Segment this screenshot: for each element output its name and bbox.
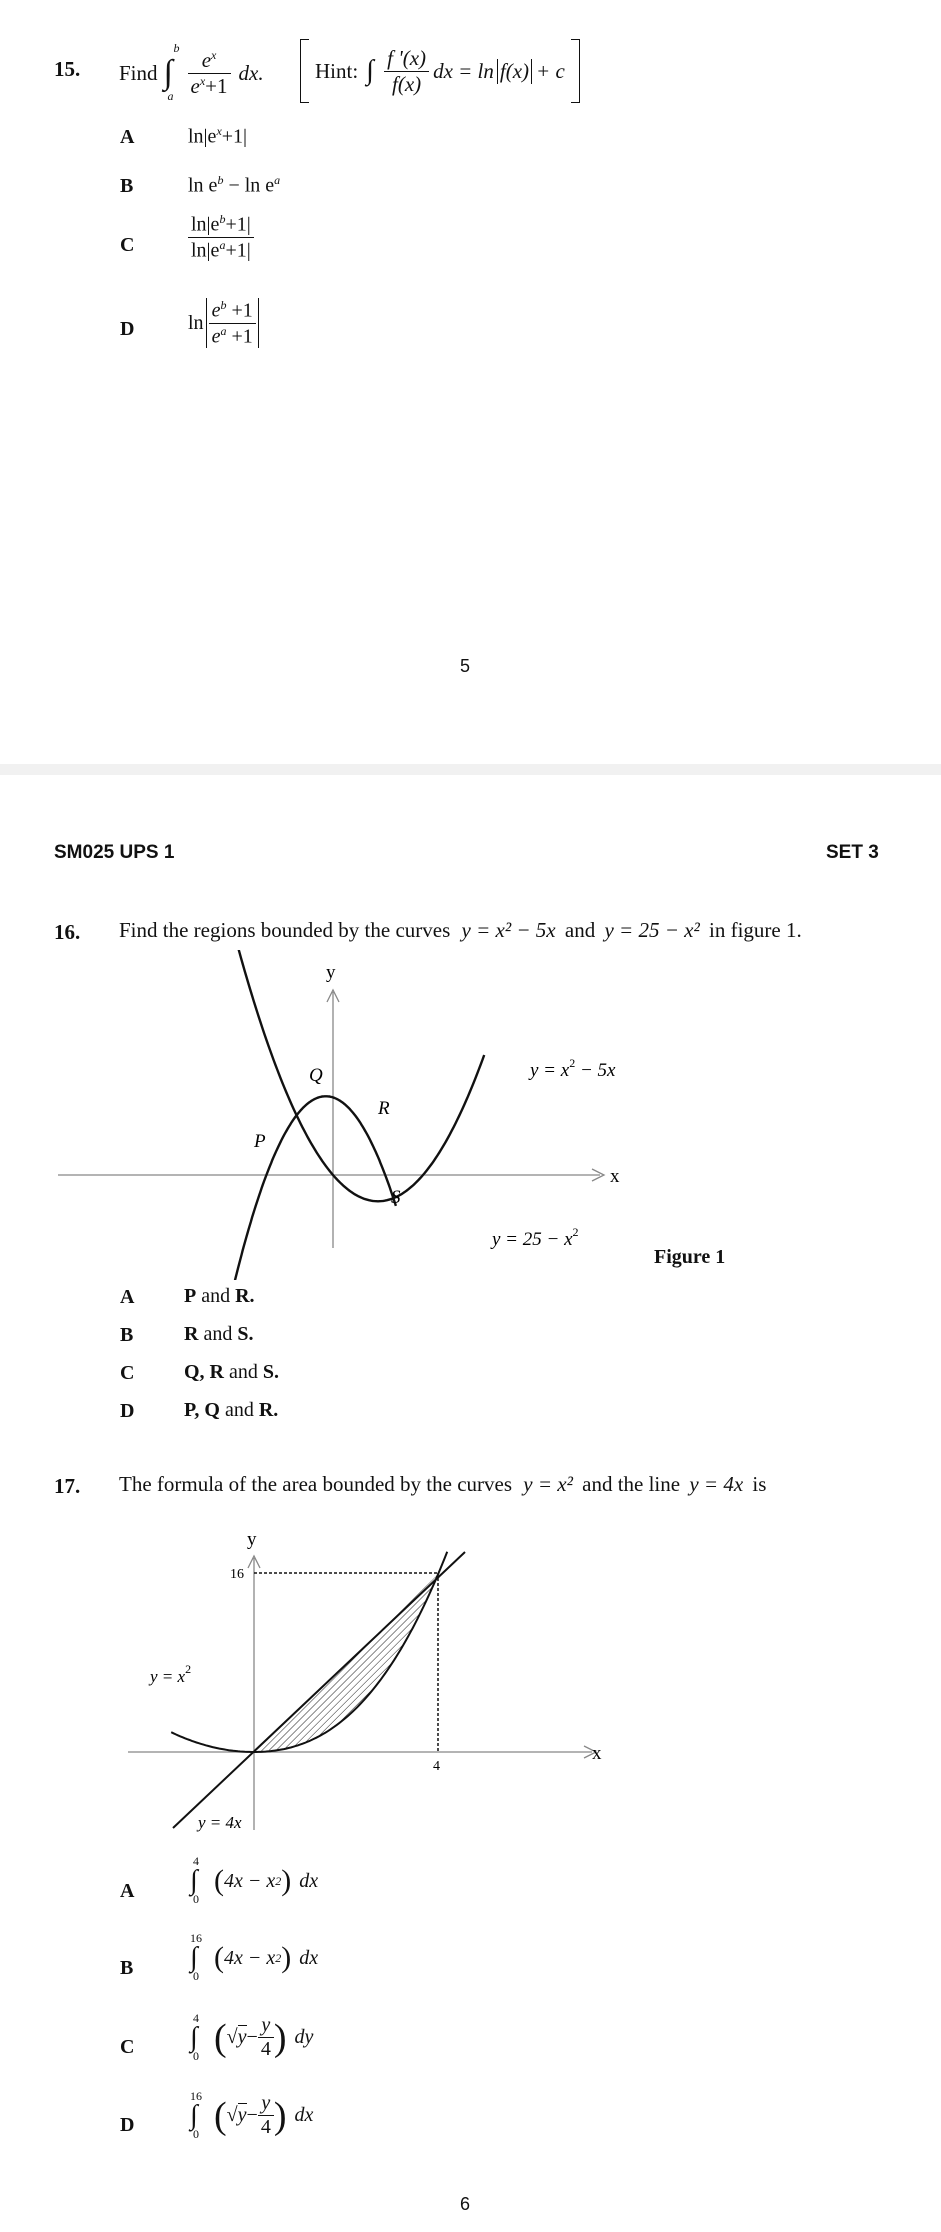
tick-16: 16 [230, 1567, 244, 1582]
q16-option-d[interactable]: P, Q and R. [184, 1399, 279, 1421]
q17-option-d-letter: D [120, 2114, 135, 2136]
hint-rhs-c: + c [536, 58, 565, 83]
integrand-fraction [188, 48, 231, 99]
q17-d-integral: ∫ 16 0 [190, 2088, 202, 2141]
question-number-15: 15. [54, 57, 81, 81]
q16-option-d-letter: D [120, 1400, 135, 1422]
figure-1 [0, 950, 941, 1280]
q16-option-c[interactable]: Q, R and S. [184, 1361, 280, 1383]
q17-text-b: and the line [582, 1472, 681, 1496]
q15-option-c-letter: C [120, 234, 135, 256]
q16-curve2: y = 25 − x² [604, 918, 700, 942]
question-15-stem [119, 40, 264, 106]
question-17-stem [119, 1472, 766, 1497]
hint-numerator: f '(x) [384, 46, 429, 72]
q15-option-b[interactable] [188, 173, 280, 198]
hint-integral-sign: ∫ [366, 55, 374, 86]
integrand-numerator-exp: x [211, 47, 217, 62]
curve-x2-minus-5x [229, 950, 485, 1201]
page-number-5: 5 [460, 656, 471, 676]
q16-option-c-letter: C [120, 1362, 135, 1384]
q15-option-b-letter: B [120, 175, 134, 197]
integrand-denominator: e [190, 73, 200, 98]
lower-limit: a [167, 89, 174, 103]
q17-a-integral: ∫ 4 0 [190, 1854, 199, 1906]
hint-bracket-left [300, 39, 309, 103]
q15-option-b-exp2: a [274, 173, 281, 187]
integrand-numerator: e [201, 47, 212, 72]
figure-2 [0, 1510, 941, 1840]
q15-option-a[interactable] [188, 124, 247, 149]
hint-rhs-a: dx = ln [433, 58, 494, 83]
page-gap [0, 764, 941, 775]
hint-fraction [384, 46, 429, 97]
q17-b-integral: ∫ 16 0 [190, 1931, 202, 1983]
q15-option-d-fraction [206, 298, 259, 348]
line-label: y = 4x [198, 1813, 242, 1832]
region-r-label: R [378, 1098, 390, 1119]
q15-option-c-num: ln|e [191, 213, 220, 236]
find-word: Find [119, 60, 158, 85]
q15-option-b-mid: − ln e [223, 174, 275, 197]
hint-bracket-right [571, 39, 580, 103]
hint-denominator: f(x) [392, 71, 422, 96]
q15-option-a-letter: A [120, 126, 135, 148]
q15-option-a-text: ln|e [188, 125, 217, 148]
question-number-17: 17. [54, 1474, 81, 1498]
upper-limit: b [173, 41, 180, 55]
figure-1-x-label: x [610, 1166, 620, 1187]
q15-option-d-den-exp: a [220, 323, 227, 338]
figure-2-x-label: x [592, 1743, 602, 1764]
hint-box [300, 36, 580, 106]
figure-1-caption: Figure 1 [654, 1246, 726, 1268]
hint-label: Hint: [315, 58, 359, 83]
q16-text-a: Find the regions bounded by the curves [119, 918, 451, 942]
figure-2-y-label: y [247, 1529, 257, 1550]
q15-option-d-num: e [211, 299, 221, 322]
q17-option-c[interactable]: ∫ 4 0 ( √y − $\frac{y}{4}$ ) dy [190, 2010, 314, 2063]
q17-option-c-letter: C [120, 2036, 135, 2058]
dx-label: dx. [238, 60, 264, 85]
integral-sign: ∫ b a [163, 41, 180, 103]
q16-option-b[interactable]: R and S. [184, 1323, 254, 1345]
integrand-denominator-exp: x [199, 73, 206, 88]
curve-25-minus-x2 [188, 1096, 396, 1280]
header-set: SET 3 [826, 842, 879, 863]
q17-c-integral: ∫ 4 0 [190, 2010, 199, 2063]
q17-text-a: The formula of the area bounded by the curves [119, 1472, 513, 1496]
q17-line: y = 4x [689, 1472, 744, 1496]
figure-1-y-label: y [326, 962, 336, 983]
q15-option-c-fraction [188, 212, 254, 262]
region-p-label: P [254, 1131, 266, 1152]
q16-and: and [564, 918, 596, 942]
q15-option-a-exp: x [216, 124, 222, 138]
q17-option-b-letter: B [120, 1957, 134, 1979]
q15-option-b-text: ln e [188, 174, 218, 197]
q16-curve1: y = x² − 5x [461, 918, 556, 942]
q17-curve: y = x² [523, 1472, 573, 1496]
q15-option-d-num-tail: +1 [226, 299, 253, 322]
q17-option-a-letter: A [120, 1880, 135, 1902]
curve2-label: $y = 25 - x^2$ [492, 1225, 579, 1250]
q15-option-d-pre: ln [188, 311, 204, 334]
region-q-label: Q [309, 1065, 323, 1086]
q16-option-a[interactable]: P and R. [184, 1285, 255, 1307]
q16-option-b-letter: B [120, 1324, 134, 1346]
q17-option-a[interactable]: ∫ 4 0 ( 4x − x 2 ) dx [190, 1854, 319, 1906]
question-16-stem [119, 918, 802, 943]
q15-option-d-num-exp: b [220, 298, 227, 312]
q15-option-d-letter: D [120, 318, 135, 340]
q15-option-c-den-tail: +1| [225, 239, 251, 262]
q16-text-b: in figure 1. [709, 918, 802, 942]
tick-4: 4 [433, 1759, 440, 1774]
header-course-code: SM025 UPS 1 [54, 842, 175, 863]
q15-option-c-num-exp: b [219, 212, 226, 226]
q15-option-c-num-tail: +1| [225, 213, 251, 236]
q15-option-c-den: ln|e [191, 239, 220, 262]
q17-text-c: is [752, 1472, 767, 1496]
q15-option-d-den-tail: +1 [226, 325, 253, 348]
q15-option-b-exp: b [217, 173, 224, 187]
integrand-denominator-tail: +1 [205, 73, 228, 98]
page-number-6: 6 [460, 2194, 471, 2214]
question-number-16: 16. [54, 920, 81, 944]
region-s-label: S [391, 1187, 401, 1208]
q16-option-a-letter: A [120, 1286, 135, 1308]
q15-option-d-den: e [211, 325, 221, 348]
q17-option-d[interactable]: ∫ 16 0 ( √y − $\frac{y}{4}$ ) dx [190, 2088, 314, 2141]
q15-option-c[interactable] [188, 212, 254, 262]
q15-option-a-tail: +1| [221, 125, 248, 148]
q15-option-c-den-exp: a [219, 237, 226, 252]
parabola-label: $y = x^2$ [150, 1662, 192, 1686]
line-4x [173, 1552, 465, 1828]
q15-option-d[interactable] [188, 298, 259, 348]
hint-rhs-b: f(x) [497, 59, 532, 84]
curve1-label: $y = x^2 - 5x$ [530, 1056, 616, 1081]
q17-option-b[interactable]: ∫ 16 0 ( 4x − x 2 ) dx [190, 1931, 319, 1983]
